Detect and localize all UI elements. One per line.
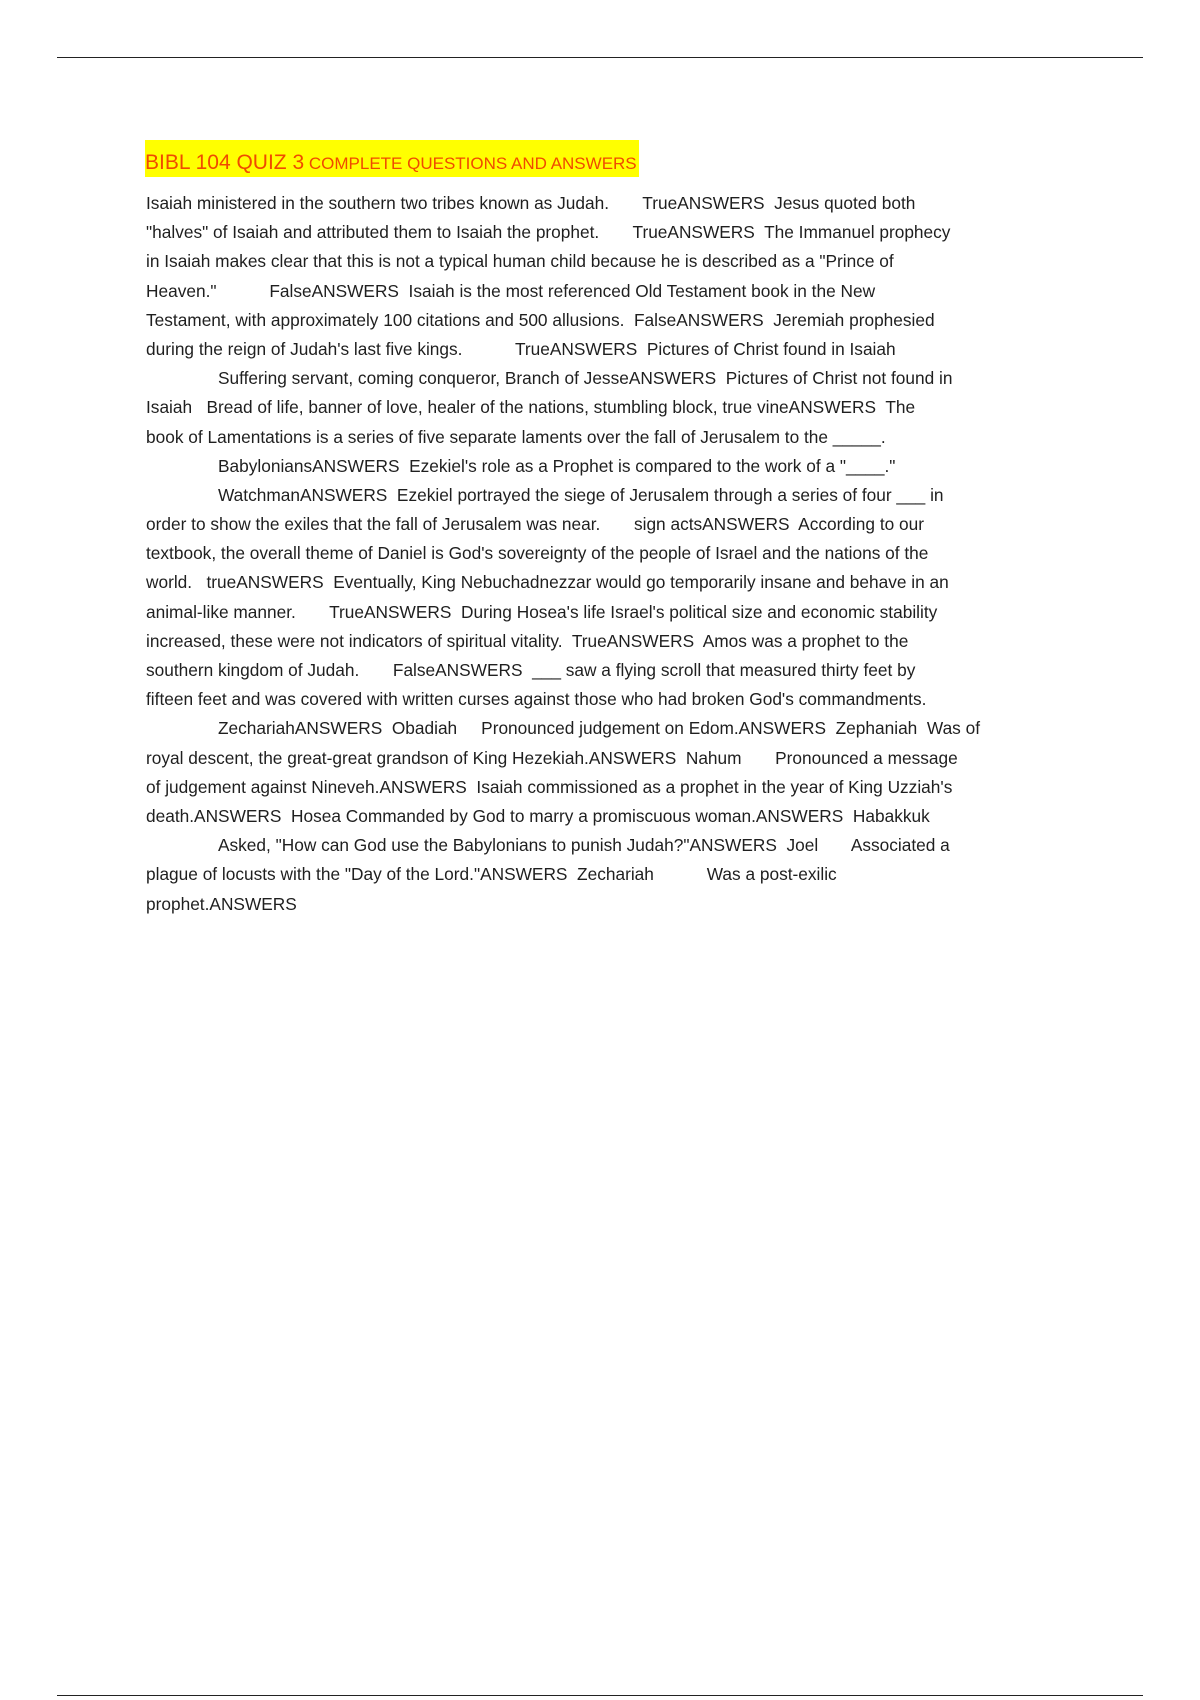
body-line: death.ANSWERS Hosea Commanded by God to marry a promiscuous woman.ANSWERS Habakkuk [146, 805, 930, 826]
body-line: fifteen feet and was covered with written curses against those who had broken God's commandments. [146, 689, 927, 710]
body-line: prophet.ANSWERS [146, 893, 297, 914]
body-line: WatchmanANSWERS Ezekiel portrayed the siege of Jerusalem through a series of four ___ in [218, 484, 944, 505]
quiz-body-text [146, 189, 1096, 919]
body-line: Testament, with approximately 100 citations and 500 allusions. FalseANSWERS Jeremiah prophesied [146, 309, 935, 330]
body-line: during the reign of Judah's last five kings. TrueANSWERS Pictures of Christ found in Isaiah [146, 338, 896, 359]
top-rule [57, 57, 1143, 58]
body-line: plague of locusts with the "Day of the Lord."ANSWERS Zechariah Was a post-exilic [146, 864, 837, 885]
body-line: increased, these were not indicators of spiritual vitality. TrueANSWERS Amos was a prophet to the [146, 630, 909, 651]
body-line: BabyloniansANSWERS Ezekiel's role as a Prophet is compared to the work of a "____." [218, 455, 896, 476]
body-line: royal descent, the great-great grandson of King Hezekiah.ANSWERS Nahum Pronounced a message [146, 747, 958, 768]
body-line: order to show the exiles that the fall of Jerusalem was near. sign actsANSWERS According to our [146, 514, 925, 535]
body-line: animal-like manner. TrueANSWERS During Hosea's life Israel's political size and economic stability [146, 601, 938, 622]
body-line: Isaiah ministered in the southern two tribes known as Judah. TrueANSWERS Jesus quoted both [146, 193, 916, 213]
document-title [145, 145, 639, 177]
document-title-sub: COMPLETE QUESTIONS AND ANSWERS [304, 154, 637, 173]
body-line: Heaven." FalseANSWERS Isaiah is the most referenced Old Testament book in the New [146, 280, 876, 301]
body-line: Isaiah Bread of life, banner of love, healer of the nations, stumbling block, true vineANSWERS The [146, 397, 916, 418]
bottom-rule [57, 1695, 1143, 1696]
body-line: of judgement against Nineveh.ANSWERS Isaiah commissioned as a prophet in the year of King Uzziah's [146, 776, 953, 797]
body-line: Asked, "How can God use the Babylonians to punish Judah?"ANSWERS Joel Associated a [218, 835, 950, 856]
body-line: Suffering servant, coming conqueror, Branch of JesseANSWERS Pictures of Christ not found in [218, 368, 953, 389]
body-line: ZechariahANSWERS Obadiah Pronounced judgement on Edom.ANSWERS Zephaniah Was of [218, 718, 981, 739]
document-title-main: BIBL 104 QUIZ 3 [145, 151, 305, 174]
body-line: book of Lamentations is a series of five separate laments over the fall of Jerusalem to the _____. [146, 426, 886, 447]
body-line: "halves" of Isaiah and attributed them to Isaiah the prophet. TrueANSWERS The Immanuel prophecy [146, 222, 951, 243]
body-line: textbook, the overall theme of Daniel is God's sovereignty of the people of Israel and the nations of the [146, 543, 929, 564]
body-line: southern kingdom of Judah. FalseANSWERS ___ saw a flying scroll that measured thirty feet by [146, 660, 916, 680]
body-line: in Isaiah makes clear that this is not a typical human child because he is described as a "Prince of [146, 251, 894, 272]
body-line: world. trueANSWERS Eventually, King Nebuchadnezzar would go temporarily insane and behave in an [146, 572, 949, 593]
